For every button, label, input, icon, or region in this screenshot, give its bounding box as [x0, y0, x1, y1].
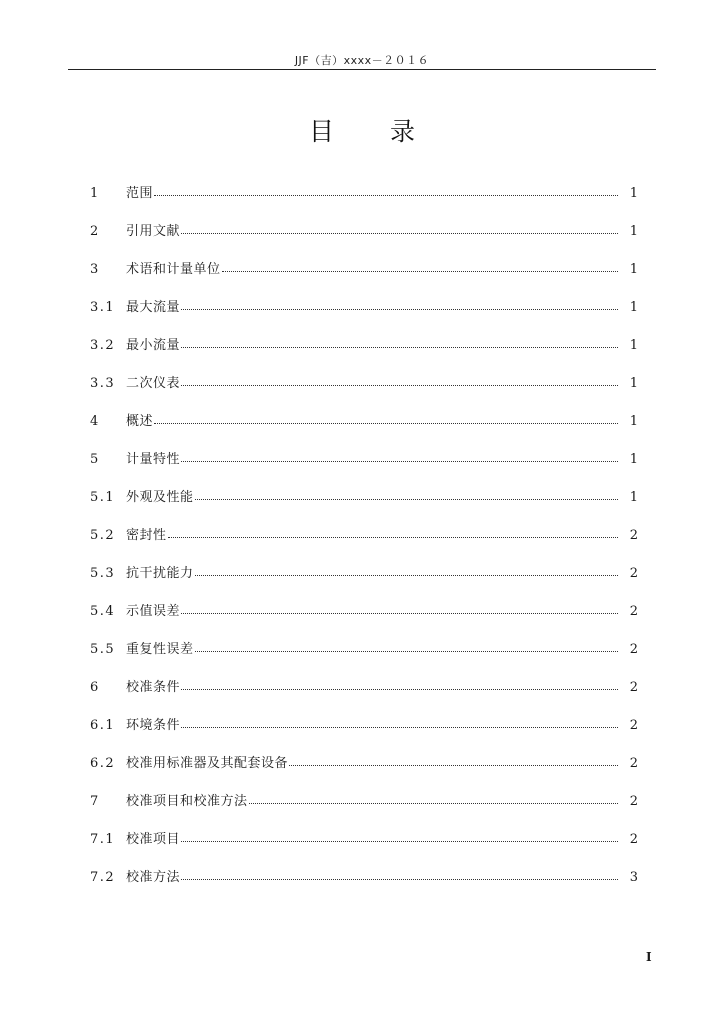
toc-entry-title: 校准项目和校准方法	[126, 794, 248, 809]
toc-entry[interactable]	[90, 792, 638, 830]
toc-entry-page: 1	[629, 452, 638, 467]
toc-title: 目录	[308, 117, 471, 146]
toc-entry[interactable]	[90, 184, 638, 222]
toc-entry-number: 5.2	[90, 528, 116, 543]
toc-entry-title: 二次仪表	[126, 376, 181, 391]
toc-entry-page: 2	[629, 832, 638, 847]
toc-dot-leader	[195, 640, 618, 660]
toc-entry-page: 1	[629, 414, 638, 429]
toc-entry[interactable]	[90, 260, 638, 298]
toc-entry-number: 6.2	[90, 756, 116, 771]
toc-entry[interactable]	[90, 830, 638, 868]
toc-entry-number: 7	[90, 794, 100, 809]
toc-entry-number: 3.3	[90, 376, 116, 391]
toc-entry-page: 2	[629, 642, 638, 657]
toc-entry-title: 重复性误差	[126, 642, 194, 657]
toc-entry-title: 术语和计量单位	[126, 262, 221, 277]
toc-entry-page: 1	[629, 262, 638, 277]
toc-entry[interactable]	[90, 374, 638, 412]
page-number: I	[646, 950, 652, 964]
toc-dot-leader	[181, 374, 618, 394]
toc-entry[interactable]	[90, 754, 638, 792]
toc-entry[interactable]	[90, 564, 638, 602]
toc-entry-number: 3.1	[90, 300, 116, 315]
toc-entry-title: 概述	[126, 414, 154, 429]
toc-dot-leader	[181, 222, 618, 242]
toc-entry-title: 密封性	[126, 528, 167, 543]
toc-entry-page: 2	[629, 794, 638, 809]
toc-entry-title: 引用文献	[126, 224, 181, 239]
toc-entry[interactable]	[90, 336, 638, 374]
toc-entry-number: 3	[90, 262, 100, 277]
toc-entry-page: 1	[629, 490, 638, 505]
toc-entry-number: 5	[90, 452, 100, 467]
toc-entry[interactable]	[90, 602, 638, 640]
toc-entry[interactable]	[90, 222, 638, 260]
toc-entry-page: 3	[629, 870, 638, 885]
toc-dot-leader	[289, 754, 618, 774]
toc-entry-title: 最小流量	[126, 338, 181, 353]
toc-dot-leader	[181, 868, 618, 888]
toc-entry-title: 外观及性能	[126, 490, 194, 505]
toc-entry-title: 计量特性	[126, 452, 181, 467]
toc-entry-title: 抗干扰能力	[126, 566, 194, 581]
toc-entry-number: 5.5	[90, 642, 116, 657]
toc-dot-leader	[181, 602, 618, 622]
toc-entry-number: 2	[90, 224, 100, 239]
toc-dot-leader	[195, 564, 618, 584]
toc-entry-title: 最大流量	[126, 300, 181, 315]
toc-entry-page: 1	[629, 300, 638, 315]
running-header: JJF（吉）xxxx－２０１６	[294, 54, 430, 67]
toc-dot-leader	[154, 184, 618, 204]
toc-entry[interactable]	[90, 640, 638, 678]
toc-entry-title: 示值误差	[126, 604, 181, 619]
toc-entry-title: 范围	[126, 186, 154, 201]
toc-entry-page: 2	[629, 756, 638, 771]
toc-entry-page: 1	[629, 224, 638, 239]
toc-entry-page: 2	[629, 718, 638, 733]
toc-entry-number: 6	[90, 680, 100, 695]
toc-dot-leader	[181, 450, 618, 470]
toc-entry-number: 3.2	[90, 338, 116, 353]
toc-dot-leader	[222, 260, 618, 280]
toc-entry[interactable]	[90, 298, 638, 336]
toc-entry-number: 4	[90, 414, 100, 429]
toc-entry-number: 6.1	[90, 718, 116, 733]
toc-entry-page: 2	[629, 680, 638, 695]
toc-entry-number: 7.2	[90, 870, 116, 885]
toc-dot-leader	[181, 678, 618, 698]
toc-dot-leader	[249, 792, 618, 812]
toc-entry-title: 环境条件	[126, 718, 181, 733]
toc-entry[interactable]	[90, 526, 638, 564]
toc-entry-title: 校准用标准器及其配套设备	[126, 756, 289, 771]
toc-entry-page: 2	[629, 604, 638, 619]
toc-entry[interactable]	[90, 412, 638, 450]
header-rule	[68, 69, 656, 70]
toc-entry-title: 校准条件	[126, 680, 181, 695]
toc-dot-leader	[181, 298, 618, 318]
toc-entry-number: 7.1	[90, 832, 116, 847]
toc-entry-number: 1	[90, 186, 100, 201]
toc-dot-leader	[181, 830, 618, 850]
toc-entry-title: 校准项目	[126, 832, 181, 847]
toc-dot-leader	[195, 488, 618, 508]
toc-entry[interactable]	[90, 450, 638, 488]
toc-entry-title: 校准方法	[126, 870, 181, 885]
toc-entry-page: 1	[629, 376, 638, 391]
toc-entry[interactable]	[90, 868, 638, 906]
toc-entry[interactable]	[90, 716, 638, 754]
toc-list	[90, 184, 638, 906]
toc-entry-number: 5.1	[90, 490, 116, 505]
toc-entry-number: 5.3	[90, 566, 116, 581]
toc-entry-page: 1	[629, 186, 638, 201]
toc-dot-leader	[168, 526, 618, 546]
toc-entry-page: 2	[629, 566, 638, 581]
toc-dot-leader	[181, 716, 618, 736]
toc-dot-leader	[154, 412, 618, 432]
toc-entry-page: 1	[629, 338, 638, 353]
toc-entry-page: 2	[629, 528, 638, 543]
toc-dot-leader	[181, 336, 618, 356]
toc-entry[interactable]	[90, 678, 638, 716]
toc-entry[interactable]	[90, 488, 638, 526]
toc-entry-number: 5.4	[90, 604, 116, 619]
